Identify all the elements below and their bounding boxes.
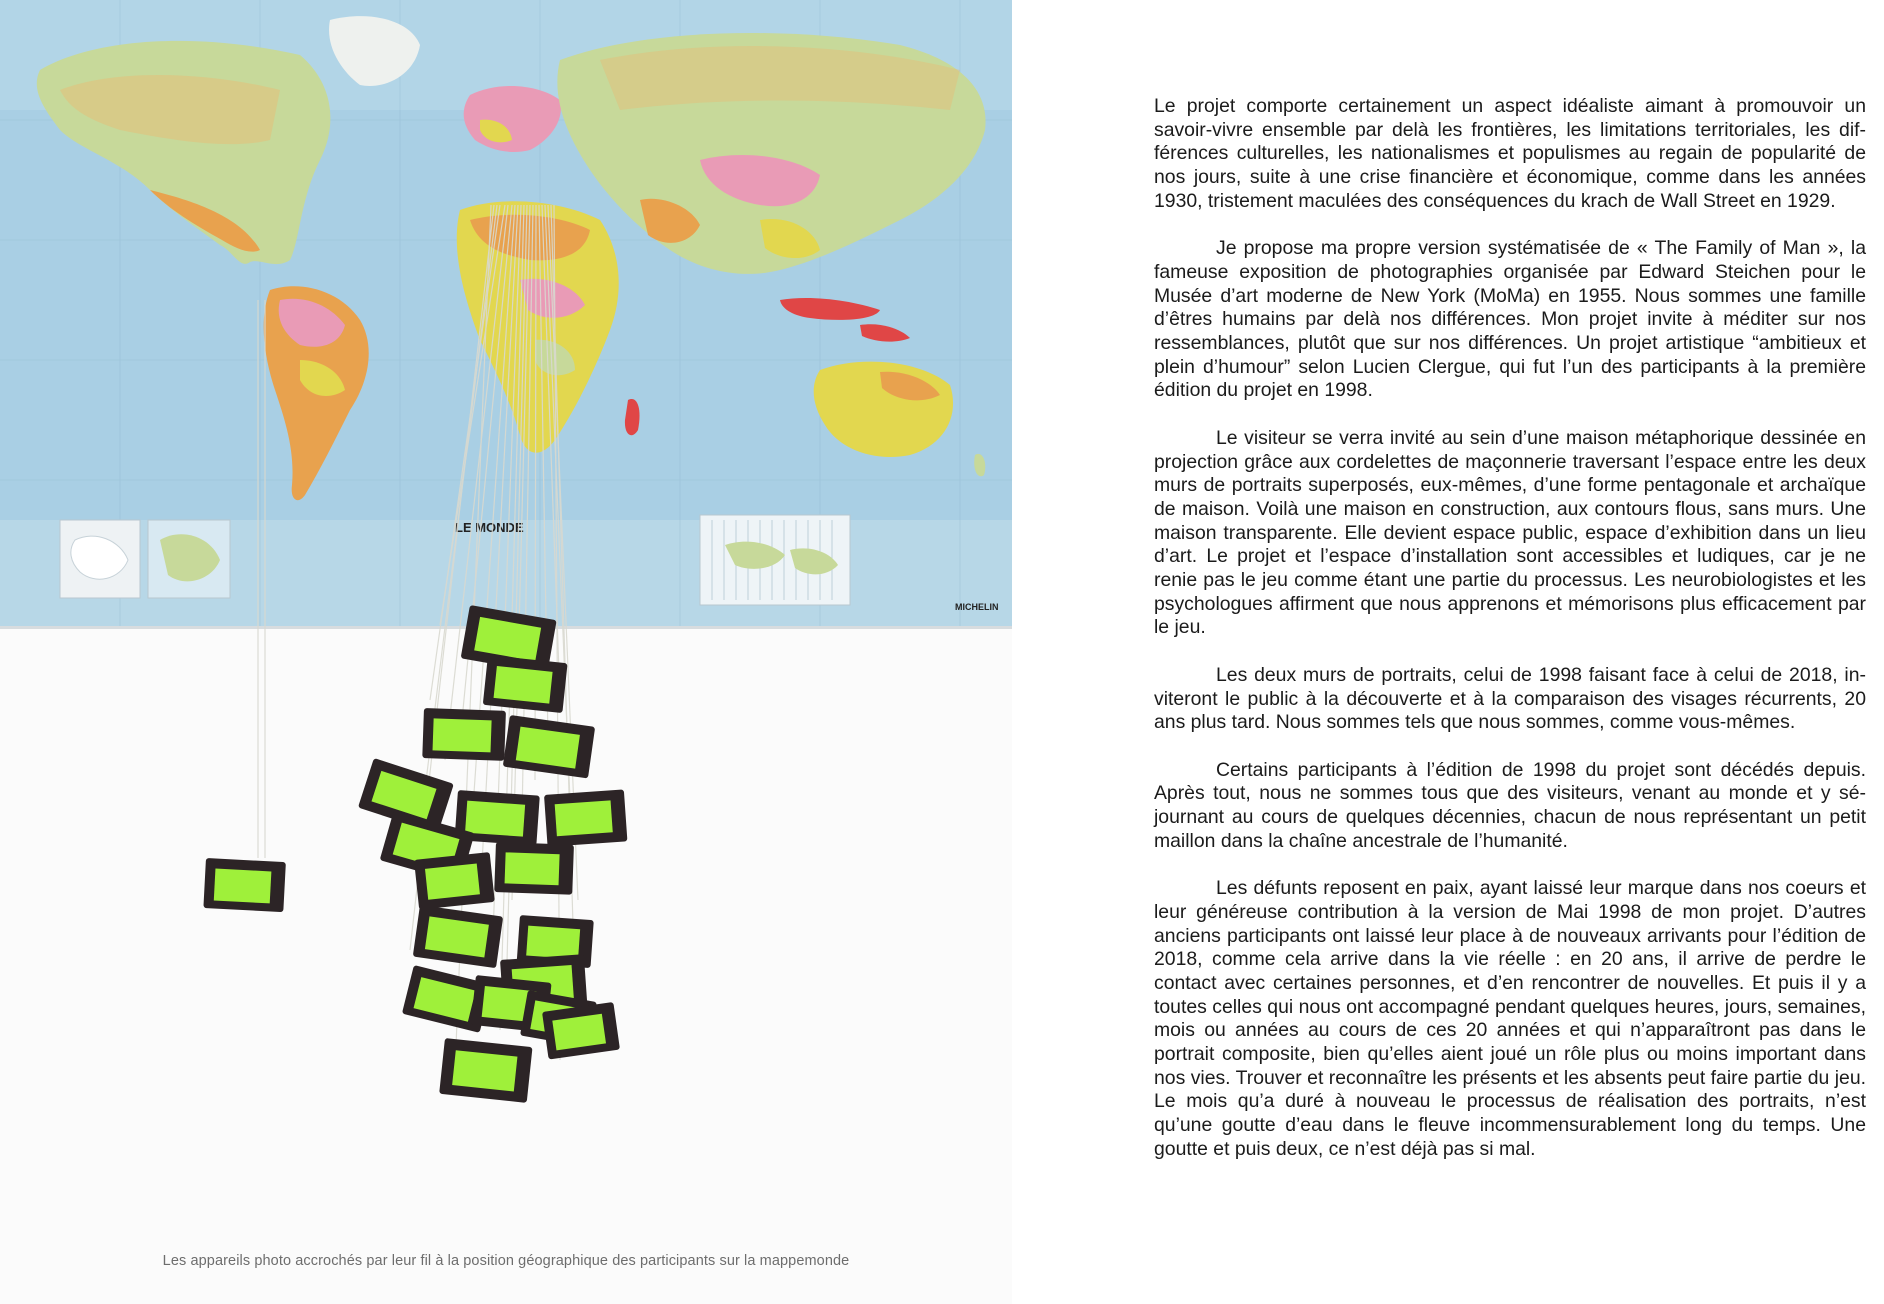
right-page xyxy=(1012,0,1884,1304)
paragraph-3: Le visiteur se verra invité au sein d’une maison métaphorique dessinée en projection grâce aux cordelettes de maçonnerie traversant l’espace entre les deux murs de portraits superposés, eux-mêmes, d’une forme pentagonale et archaïque de maison. Voilà une maison en construction, aux contours flous, sans murs. Une maison transparente. Elle devient espace public, espace d’exhibition dans un lieu d’art. Le projet et l’espace d’installation sont accessibles et ludiques, car je ne renie pas le jeu comme étant une partie du processus. Les neurobiologistes et les psychologues affirment que nous apprenons et mémorisons plus efficacement par le jeu. xyxy=(1154,426,1866,639)
map-publisher-label: MICHELIN xyxy=(955,602,999,612)
camera xyxy=(439,1038,532,1103)
camera xyxy=(422,708,506,761)
paragraph-6: Les défunts reposent en paix, ayant laissé leur marque dans nos coeurs et leur généreuse contribution à la version de Mai 1998 de mon projet. D’autres anciens participants ont laissé leur place à de nouveaux arrivants pour l’édition de 2018, comme cela arrive dans la vie réelle : en 20 ans, il arrive de perdre le contact avec certaines personnes, et d’en rencontrer de nouvelles. Et puis il y a toutes celles qui nous ont accompagné pendant quelques heures, jours, semaines, mois ou années au cours de ces 20 années et qui n’apparaîtront pas dans le portrait composite, bien qu’elles aient joué un rôle plus ou moins important dans nos vies. Trouver et reconnaître les présents et les absents peut faire partie du jeu. Le mois qu’a duré à nouveau le processus de réalisation des portraits, n’est qu’une goutte d’eau dans le fleuve incommensurablement long du temps. Une goutte et puis deux, ce n’est déjà pas si mal. xyxy=(1154,877,1866,1160)
camera xyxy=(414,852,495,910)
paragraph-5: Certains participants à l’édition de 1998 du projet sont décédés depuis. Après tout, nous ne sommes tous que des visiteurs, venant au monde et y séjournant au cours de quelques décennies, chacun de nous représentant un petit maillon dans la chaîne ancestrale de l’humanité. xyxy=(1154,758,1866,852)
camera xyxy=(544,789,627,846)
photo-caption: Les appareils photo accrochés par leur fil à la position géographique des participants sur la mappemonde xyxy=(162,1253,850,1269)
paragraph-2: Je propose ma propre version systématisée de « The Family of Man », la fameuse exposition de photographies organisée par Edward Steichen pour le Musée d’art moderne de New York (MoMa) en 1955. Nous sommes une famille d’êtres humains par delà nos différences. Mon projet invite à méditer sur nos ressemblances, plutôt que sur nos différences. Un projet artistique “ambitieux et plein d’humour” selon Lucien Clergue, qui fut l’un des participants à la première édition du projet en 1998. xyxy=(1154,237,1866,402)
camera xyxy=(203,858,286,912)
camera xyxy=(542,1002,620,1060)
inset-time-zones xyxy=(700,515,850,605)
map-title-label: LE MONDE xyxy=(455,520,524,535)
camera xyxy=(494,842,574,895)
camera xyxy=(483,655,568,713)
body-text xyxy=(1154,95,1866,1185)
paragraph-1: Le projet comporte certainement un aspect idéaliste aimant à promouvoir un savoir-vivre ensemble par delà les frontières, les limitations territoriales, les différences culturelles, les nationalismes et populismes au regain de popularité de nos jours, suite à une crise financière et économique, comme dans les années 1930, tristement maculées des conséquences du krach de Wall Street en 1929. xyxy=(1154,95,1866,212)
paragraph-4: Les deux murs de portraits, celui de 1998 faisant face à celui de 2018, inviteront le public à la découverte et à la comparaison des visages récurrents, 20 ans plus tard. Nous sommes tels que nous sommes, comme vous-mêmes. xyxy=(1154,663,1866,734)
